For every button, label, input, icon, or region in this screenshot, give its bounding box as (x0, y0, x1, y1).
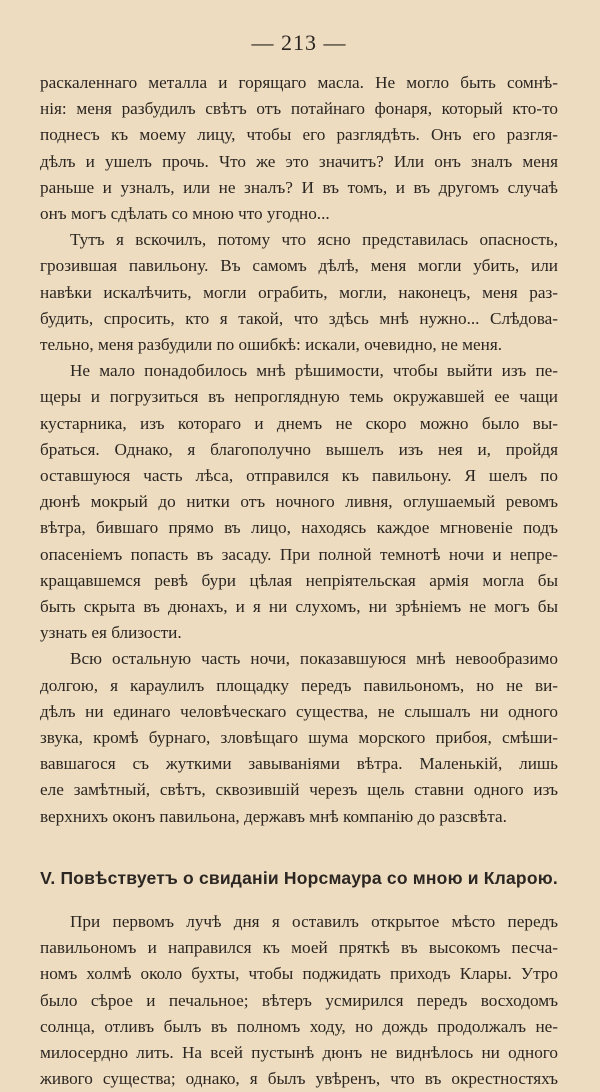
text-line: будить, спросить, кто я такой, что здѣсь мнѣ нужно... Слѣдова- (40, 308, 558, 328)
text-line: дѣлъ и ушелъ прочь. Что же это значитъ? Или онъ зналъ меня (40, 151, 558, 171)
section-heading: V. Повѣствуетъ о свиданіи Норсмаура со мною и Кларою. (40, 867, 558, 888)
text-line: оставшуюся часть лѣса, отправился къ павильону. Я шелъ по (40, 466, 558, 486)
paragraph (40, 358, 558, 646)
text-line: вавшагося съ жуткими завываніями вѣтра. Маленькій, лишь (40, 754, 558, 774)
text-before-section (40, 70, 558, 830)
page-number: — 213 — (251, 30, 347, 55)
paragraph (40, 227, 558, 358)
text-line: опасеніемъ попасть въ засаду. При полной темнотѣ ночи и непре- (40, 544, 558, 564)
text-line: кращавшемся ревѣ бури цѣлая непріятельская армія могла бы (40, 570, 558, 590)
text-line: долгою, я караулилъ площадку передъ павильономъ, но не ви- (40, 675, 558, 695)
text-line: быть скрыта въ дюнахъ, и я ни слухомъ, ни зрѣніемъ не могъ бы (40, 597, 558, 617)
paragraph (40, 646, 558, 829)
text-line: щеры и погрузиться въ непроглядную темь окружавшей ее чащи (40, 387, 558, 407)
text-line: нія: меня разбудилъ свѣтъ отъ потайнаго фонаря, который кто-то (40, 99, 558, 119)
text-line: поднесъ къ моему лицу, чтобы его разглядѣть. Онъ его разгля- (40, 125, 558, 145)
text-line: Всю остальную часть ночи, показавшуюся мнѣ невообразимо (70, 649, 558, 669)
text-line: номъ холмѣ около бухты, чтобы поджидать приходъ Клары. Утро (40, 964, 558, 984)
text-line: дѣлъ ни единаго человѣческаго существа, не слышалъ ни одного (40, 701, 558, 721)
text-line: дюнѣ мокрый до нитки отъ ночного ливня, оглушаемый ревомъ (40, 492, 558, 512)
text-line: еле замѣтный, свѣтъ, сквозившій черезъ щель ставни одного изъ (40, 780, 558, 800)
text-line: браться. Однако, я благополучно вышелъ изъ нея и, пройдя (40, 439, 558, 459)
text-after-section (40, 909, 558, 1092)
text-line: узнать ея близости. (40, 623, 182, 643)
text-line: При первомъ лучѣ дня я оставилъ открытое мѣсто передъ (70, 911, 558, 931)
text-line: живого существа; однако, я былъ увѣренъ, что въ окрестностяхъ (40, 1069, 558, 1089)
text-line: было сѣрое и печальное; вѣтеръ усмирился передъ восходомъ (40, 990, 558, 1010)
text-line: звука, кромѣ бурнаго, зловѣщаго шума морского прибоя, смѣши- (40, 728, 558, 748)
paragraph (40, 70, 558, 227)
text-line: кустарника, изъ котораго и днемъ не скоро можно было вы- (40, 413, 558, 433)
text-line: навѣки искалѣчить, могли ограбить, могли, наконецъ, меня раз- (40, 282, 558, 302)
text-line: грозившая павильону. Въ самомъ дѣлѣ, меня могли убить, или (40, 256, 558, 276)
text-line: онъ могъ сдѣлать со мною что угодно... (40, 204, 330, 224)
text-line: милосердно лить. На всей пустынѣ дюнъ не виднѣлось ни одного (40, 1042, 558, 1062)
text-line: верхнихъ оконъ павильона, державъ мнѣ компанію до разсвѣта. (40, 806, 507, 826)
text-line: Тутъ я вскочилъ, потому что ясно представилась опасность, (70, 230, 558, 250)
text-line: раньше и узналъ, или не зналъ? И въ томъ, и въ другомъ случаѣ (40, 177, 558, 197)
text-line: раскаленнаго металла и горящаго масла. Не могло быть сомнѣ- (40, 73, 558, 92)
text-line: Не мало понадобилось мнѣ рѣшимости, чтобы выйти изъ пе- (70, 361, 558, 381)
text-line: павильономъ и направился къ моей пряткѣ въ высокомъ песча- (40, 938, 558, 958)
text-line: тельно, меня разбудили по ошибкѣ: искали, очевидно, не меня. (40, 335, 503, 355)
text-line: вѣтра, бившаго прямо въ лицо, находясь каждое мгновеніе подъ (40, 518, 558, 538)
text-line: солнца, отливъ былъ въ полномъ ходу, но дождь продолжалъ не- (40, 1016, 558, 1036)
paragraph (40, 909, 558, 1092)
